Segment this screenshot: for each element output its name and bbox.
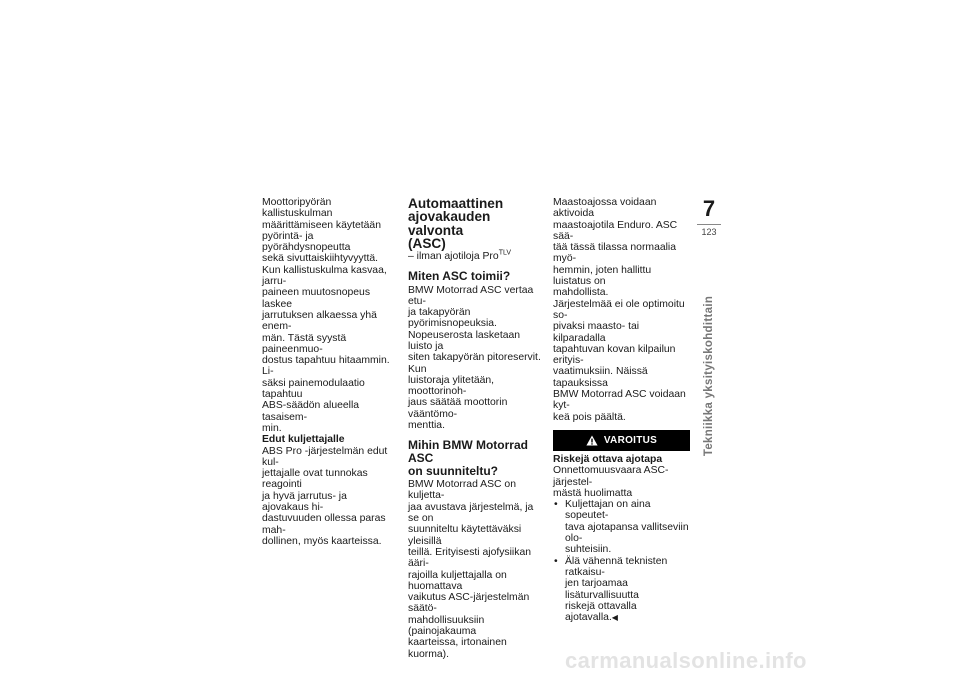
warning-label: VAROITUS <box>603 434 658 446</box>
list-item: • Älä vähennä teknisten ratkaisu- jen tarjoamaa lisäturvallisuutta riskejä ottavalla ajotavalla.◀ <box>553 556 690 624</box>
right-column <box>553 197 690 623</box>
warning-heading: Riskejä ottava ajotapa <box>553 453 663 465</box>
chapter-divider <box>697 224 721 225</box>
warning-list <box>553 499 690 623</box>
left-column <box>262 197 392 547</box>
section-title: Automaattinen ajovakauden valvonta (ASC) <box>408 196 504 252</box>
col3-paragraph-2: Järjestelmää ei ole optimoitu so- pivaksi maasto- tai kilparadalla tapahtuvan kovan kilpailun erityis- vaatimuksiin. Näissä tapauksissa BMW Motorrad ASC voidaan kyt- keä pois päältä. <box>553 298 686 423</box>
warning-triangle-icon <box>586 435 598 446</box>
col1-paragraph-2: ABS Pro -järjestelmän edut kul- jettajalle ovat tunnokas reagointi ja hyvä jarrutus- ja ajovakaus hi- dastuvuuden ollessa paras mah- dollinen, myös kaarteissa. <box>262 445 388 547</box>
col1-paragraph-1: Moottoripyörän kallistuskulman määrittämiseen käytetään pyörintä- ja pyörähdysnopeutta sekä sivuttaiskiihtyvyyttä. Kun kallistuskulma kasvaa, jarru- paineen muutosnopeus laskee jarrutuksen alkaessa yhä enem- män. Tästä syystä paineenmuo- dostus tapahtuu hitaammin. Li- säksi painemodulaatio tapahtuu ABS-säädön alueella tasaisem- min. <box>262 197 390 434</box>
heading-how-asc-works: Miten ASC toimii? <box>408 268 511 283</box>
middle-column <box>408 197 546 660</box>
watermark: carmanualsonline.info <box>565 648 807 673</box>
page-number: 123 <box>701 227 717 237</box>
chapter-title: Tekniikka yksityiskohdittain <box>703 295 715 457</box>
list-item: • Kuljettajan on aina sopeutet- tava ajotapansa vallitseviin olo- suhteisiin. <box>553 499 690 555</box>
option-code: TLV <box>498 249 512 257</box>
chapter-number: 7 <box>702 196 716 221</box>
end-marker-icon: ◀ <box>611 613 618 623</box>
warning-box <box>553 430 690 451</box>
warning-text: Onnettomuusvaara ASC-järjestel- mästä huolimatta <box>553 465 669 499</box>
heading-asc-purpose: Mihin BMW Motorrad ASC on suunniteltu? <box>408 438 528 478</box>
option-note: – ilman ajotiloja Pro$^{TLV}$ <box>408 249 512 262</box>
col2-paragraph-2: BMW Motorrad ASC on kuljetta- jaa avustava järjestelmä, ja se on suunniteltu käytettäväksi yleisillä teillä. Erityisesti ajofysiikan ääri- rajoilla kuljettajalla on huomattava vaikutus ASC-järjestelmän säätö- mahdollisuuksiin (painojakauma kaarteissa, irtonainen kuorma). <box>408 479 534 660</box>
col1-heading: Edut kuljettajalle <box>262 434 345 446</box>
col2-paragraph-1: BMW Motorrad ASC vertaa etu- ja takapyörän pyörimisnopeuksia. Nopeuserosta lasketaan luisto ja siten takapyörän pitoreservit. Kun luistoraja ylitetään, moottorinoh- jaus säätää moottorin vääntömo- menttia. <box>408 284 541 432</box>
col3-paragraph-1: Maastoajossa voidaan aktivoida maastoajotila Enduro. ASC sää- tää tässä tilassa normaalia myö- hemmin, joten hallittu luistatus on mahdollista. <box>553 197 678 299</box>
